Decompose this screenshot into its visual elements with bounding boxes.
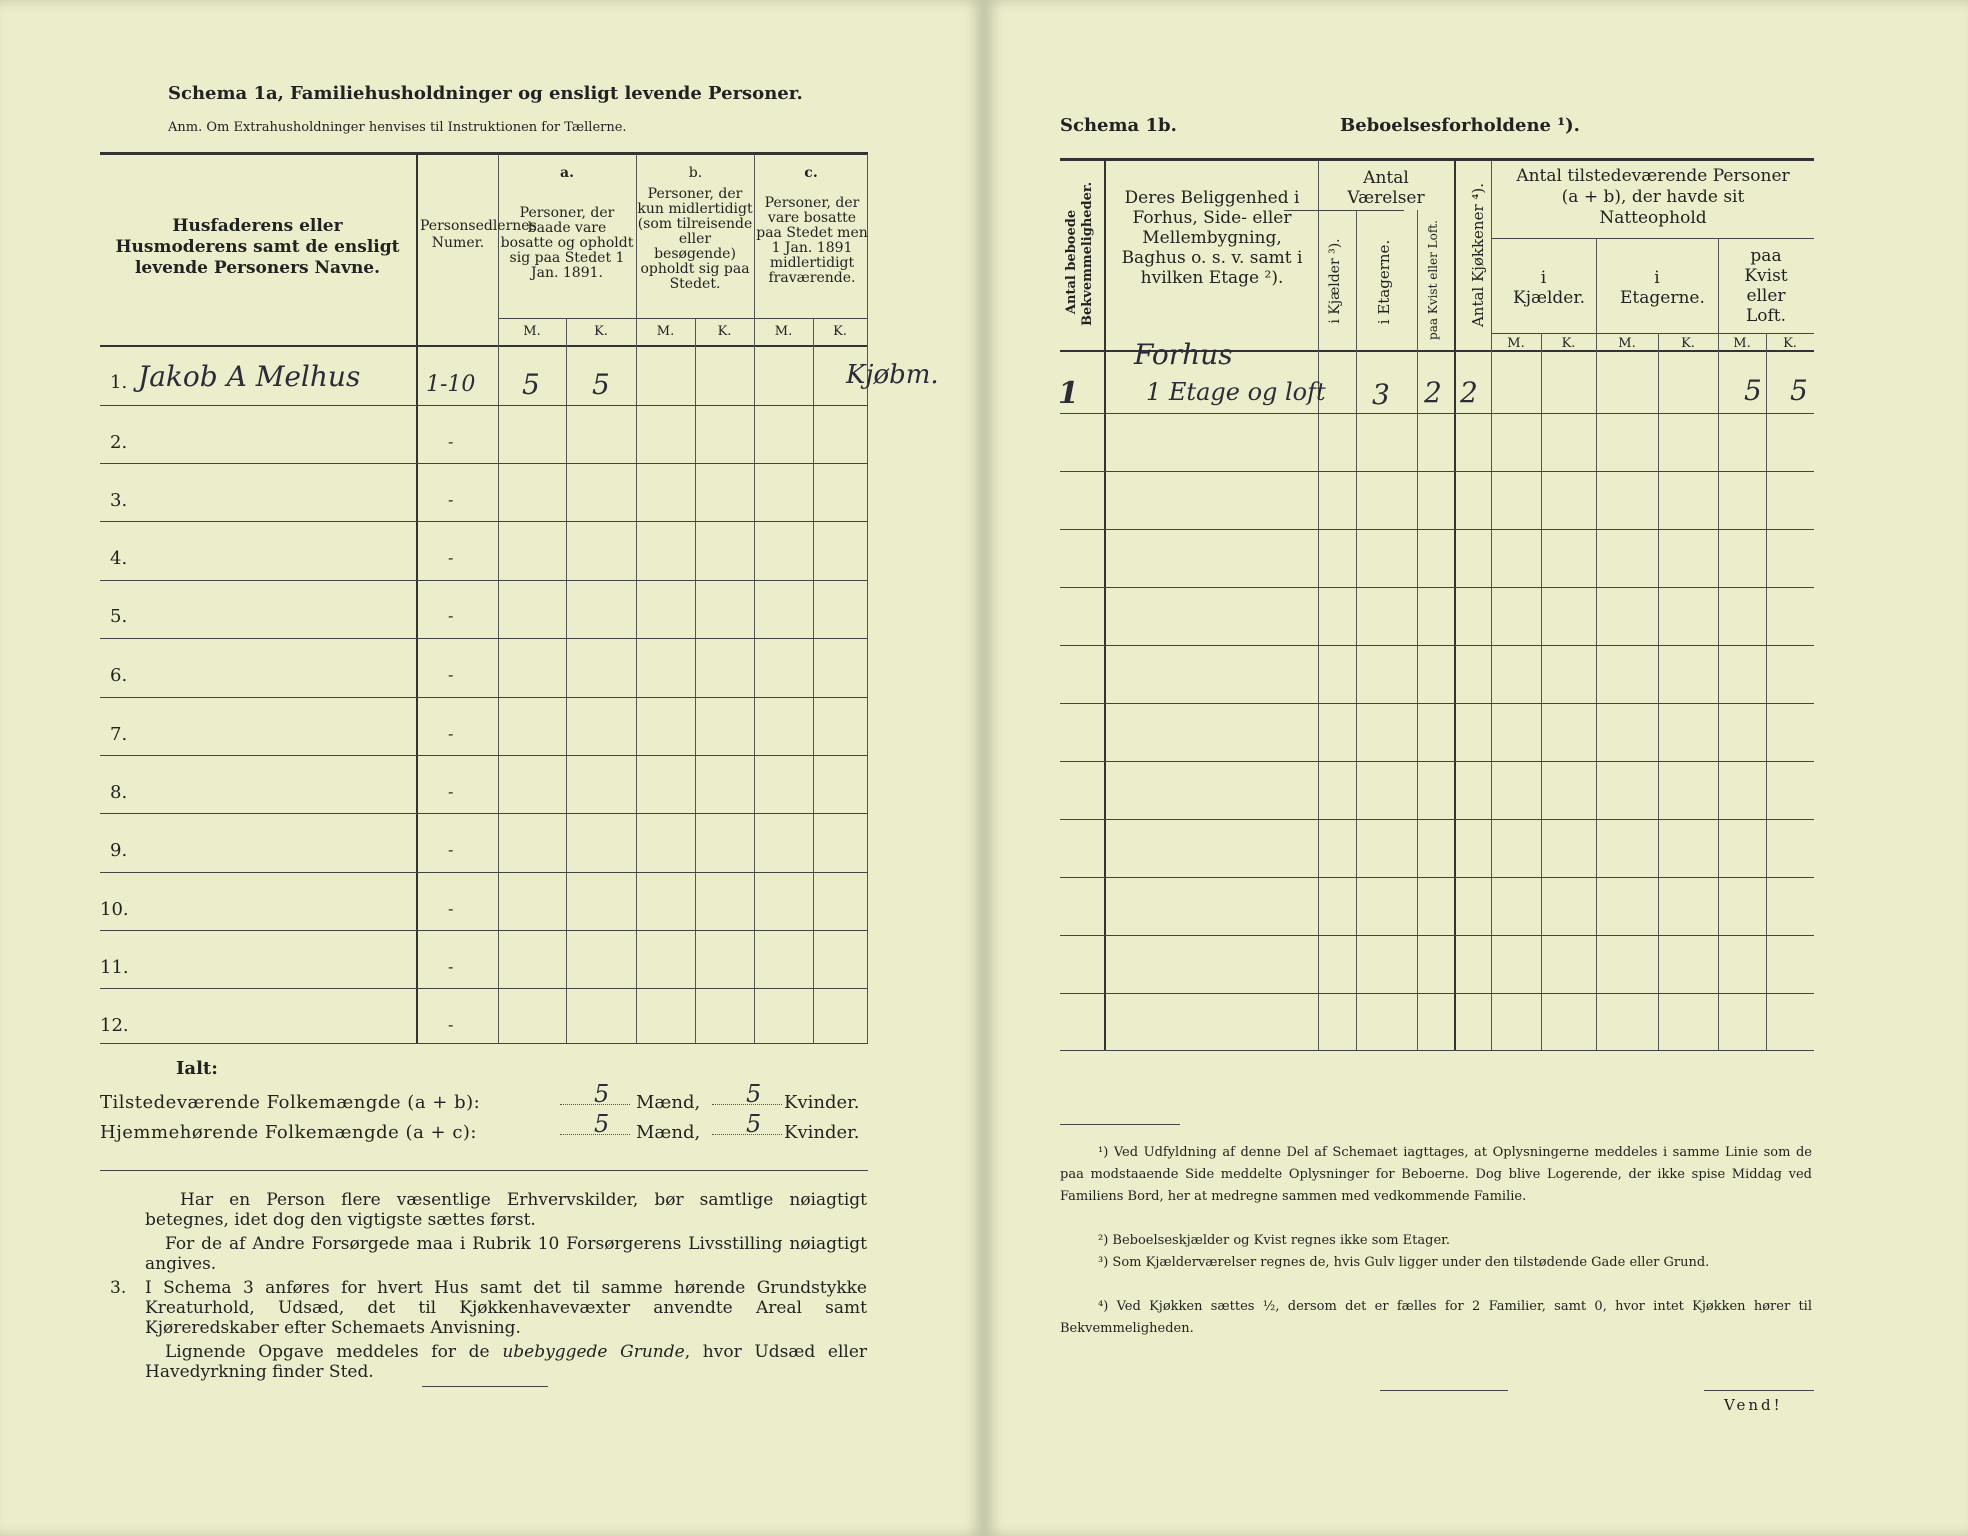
row1-a-k: 5 — [592, 368, 610, 401]
col-b-letter: b. — [688, 165, 703, 181]
col-tilst-header: Antal tilstedeværende Personer (a + b), der havde sit Natteophold — [1516, 166, 1790, 228]
col-names-header: Husfaderens eller Husmoderens samt de ensligt levende Personers Navne. — [115, 216, 400, 278]
row-number: 10. — [100, 899, 129, 920]
natteophold-sub-rule — [1491, 238, 1814, 239]
rrow1-kvist-k: 5 — [1790, 374, 1808, 407]
row-rule — [100, 405, 868, 406]
note-grunde-b: , hvor Udsæd eller Havedyrkning finder Sted. — [145, 1342, 868, 1382]
footnote-2: ²) Beboelseskjælder og Kvist regnes ikke som Etager. — [1098, 1233, 1451, 1248]
hjemme-k: 5 — [746, 1110, 762, 1138]
schema-1a-title: Familiehusholdninger og ensligt levende Personer. — [290, 83, 803, 104]
hjemme-kvinder: Kvinder. — [784, 1122, 860, 1143]
rrow-rule — [1060, 529, 1814, 530]
row-rule — [100, 1043, 868, 1044]
col-num-header: Personsedlernes Numer. — [420, 218, 537, 251]
vend-label: Vend! — [1724, 1396, 1783, 1414]
rcol-divider — [1417, 210, 1418, 1050]
rrow-rule — [1060, 645, 1814, 646]
note-grunde-a: Lignende Opgave meddeles for de — [165, 1342, 490, 1362]
col-a-m: M. — [523, 324, 541, 339]
col-antal-bekv-header: Antal beboede Bekvemmeligheder. — [1064, 181, 1095, 326]
row-number: 3. — [110, 490, 128, 511]
schema-1b-title: Beboelsesforholdene ¹). — [1340, 115, 1580, 136]
rcol-m: M. — [1733, 336, 1751, 351]
col-vaer-header: Antal Værelser — [1347, 168, 1425, 208]
rcol-k: K. — [1783, 336, 1797, 351]
schema-1b-label: Schema 1b. — [1060, 115, 1177, 136]
col-a-header: Personer, der baade vare bosatte og opholdt sig paa Stedet 1 Jan. 1891. — [500, 205, 634, 281]
table-top-rule — [100, 152, 868, 155]
rrow-rule — [1060, 1050, 1814, 1051]
col-b-m: M. — [656, 324, 675, 339]
footnote-1: ¹) Ved Udfyldning af denne Del af Schemaet iagttages, at Oplysningerne meddeles i samme Linie som de paa modstaaende Side meddelte Oplysninger for Beboerne. Dog blive Logerende, der ikke spise Middag ved Familiens Bord, her at medregne sammen med vedkommende Familie. — [1060, 1145, 1812, 1204]
num-dash: - — [448, 840, 454, 859]
col-c-m: M. — [774, 324, 793, 339]
schema-1a-label: Schema 1a, — [168, 83, 284, 104]
tilst-m: 5 — [594, 1080, 610, 1108]
col-kjaelder-header: i Kjælder ³). — [1327, 238, 1343, 324]
row-number: 2. — [110, 432, 128, 453]
row-number: 9. — [110, 840, 128, 861]
tilst-kvinder: Kvinder. — [784, 1092, 860, 1113]
rcol-m: M. — [1507, 336, 1525, 351]
num-dash: - — [448, 490, 454, 509]
header-bottom-rule — [100, 345, 868, 347]
row-number: 6. — [110, 665, 128, 686]
col-c-header: Personer, der vare bosatte paa Stedet men 1 Jan. 1891 midlertidigt fraværende. — [756, 195, 868, 286]
num-dash: - — [448, 957, 454, 976]
rcol-divider — [1766, 333, 1767, 1050]
rrow-rule — [1060, 703, 1814, 704]
note-forsorgede: For de af Andre Forsørgede maa i Rubrik 10 Forsørgerens Livsstilling nøiagtigt angives. — [145, 1234, 867, 1274]
num-dash: - — [448, 1015, 454, 1034]
num-dash: - — [448, 432, 454, 451]
row1-name: Jakob A Melhus — [138, 360, 361, 393]
rrow1-belig-2: 1 Etage og loft — [1146, 378, 1326, 406]
vend-rule — [1704, 1390, 1814, 1391]
col-a-k: K. — [594, 324, 608, 339]
sub-kvist-header: paa Kvist eller Loft. — [1744, 246, 1788, 326]
rcol-k: K. — [1561, 336, 1576, 351]
num-dash: - — [448, 665, 454, 684]
col-divider-names — [416, 154, 418, 1044]
num-dash: - — [448, 606, 454, 625]
note-schema3: I Schema 3 anføres for hvert Hus samt det til samme hørende Grundstykke Kreaturhold, Udsæd, det til Kjøkkenhavevæxter anvendte Areal samt Kjøreredskaber efter Schemaets Anvisning. — [145, 1278, 867, 1338]
row-rule — [100, 697, 868, 698]
row1-num: 1-10 — [426, 372, 476, 397]
rcol-divider — [1541, 333, 1542, 1050]
rrow-rule — [1060, 471, 1814, 472]
rcol-divider — [1104, 160, 1106, 1050]
row-rule — [100, 988, 868, 989]
row1-a-m: 5 — [522, 368, 540, 401]
col-divider-c-mk — [813, 318, 814, 1044]
rrow-rule — [1060, 993, 1814, 994]
footnote-3: ³) Som Kjælderværelser regnes de, hvis Gulv ligger under den tilstødende Gade eller Grund. — [1098, 1255, 1710, 1270]
rcol-divider — [1718, 238, 1719, 1050]
rcol-divider — [1356, 210, 1357, 1050]
row-number: 12. — [100, 1015, 129, 1036]
num-dash: - — [448, 724, 454, 743]
row-rule — [100, 813, 868, 814]
notes-top-rule — [100, 1170, 868, 1171]
anm-note: Anm. Om Extrahusholdninger henvises til Instruktionen for Tællerne. — [168, 120, 627, 135]
col-divider-b — [754, 154, 755, 1044]
rrow-rule — [1060, 761, 1814, 762]
row-rule — [100, 521, 868, 522]
hjemme-maend: Mænd, — [636, 1122, 701, 1143]
bottom-rule — [1380, 1390, 1508, 1391]
col-kjokken-header: Antal Kjøkkener ⁴). — [1469, 182, 1487, 328]
ialt-label: Ialt: — [176, 1058, 218, 1079]
row-number: 11. — [100, 957, 129, 978]
col-kvist-header: paa Kvist eller Loft. — [1426, 220, 1440, 340]
col-divider-right — [867, 154, 868, 1044]
row-rule — [100, 463, 868, 464]
num-dash: - — [448, 899, 454, 918]
rcol-divider — [1318, 160, 1319, 1050]
rrow-rule — [1060, 935, 1814, 936]
rrow-rule — [1060, 819, 1814, 820]
rrow1-etagerne: 3 — [1372, 378, 1390, 411]
page-end-rule — [422, 1386, 548, 1387]
footnote-rule — [1060, 1124, 1180, 1125]
row-rule — [100, 755, 868, 756]
col-divider-b-mk — [695, 318, 696, 1044]
row1-note: Kjøbm. — [846, 360, 939, 390]
rrow1-antal: 1 — [1058, 376, 1079, 411]
rcol-divider — [1596, 238, 1597, 1050]
row-rule — [100, 930, 868, 931]
rrow1-kjokken: 2 — [1460, 376, 1478, 409]
rcol-m: M. — [1618, 336, 1636, 351]
row-number: 5. — [110, 606, 128, 627]
col-c-letter: c. — [804, 165, 818, 181]
rcol-divider — [1658, 333, 1659, 1050]
note-erhverv: Har en Person flere væsentlige Erhvervskilder, bør samtlige nøiagtigt betegnes, idet dog den vigtigste sættes først. — [145, 1190, 867, 1230]
tilst-label: Tilstedeværende Folkemængde (a + b): — [100, 1092, 481, 1113]
note-grunde-italic: ubebyggede Grunde — [502, 1342, 685, 1362]
sub-etagerne-header: i Etagerne. — [1620, 268, 1705, 308]
hjemme-label: Hjemmehørende Folkemængde (a + c): — [100, 1122, 477, 1143]
col-a-letter: a. — [560, 165, 574, 181]
col-b-k: K. — [717, 324, 732, 339]
row-rule — [100, 638, 868, 639]
rrow-rule — [1060, 413, 1814, 414]
num-dash: - — [448, 548, 454, 567]
tilst-maend: Mænd, — [636, 1092, 701, 1113]
note3-number: 3. — [110, 1278, 127, 1298]
rrow1-kvist-m: 5 — [1744, 374, 1762, 407]
col-etagerne-header: i Etagerne. — [1375, 239, 1393, 325]
col-divider-a-mk — [566, 318, 567, 1044]
row-number: 1. — [110, 372, 128, 393]
row-rule — [100, 872, 868, 873]
num-dash: - — [448, 782, 454, 801]
rcol-k: K. — [1681, 336, 1695, 351]
col-b-header: Personer, der kun midlertidigt (som tilreisende eller besøgende) opholdt sig paa Stedet. — [637, 186, 753, 292]
rtable-top-rule — [1060, 158, 1814, 161]
note-grunde — [145, 1342, 867, 1382]
footnote-4: ⁴) Ved Kjøkken sættes ½, dersom det er fælles for 2 Familier, samt 0, hvor intet Kjøkken hører til Bekvemmeligheden. — [1060, 1299, 1812, 1336]
row-number: 7. — [110, 724, 128, 745]
right-page — [984, 0, 1968, 1536]
row-number: 4. — [110, 548, 128, 569]
col-belig-header: Deres Beliggenhed i Forhus, Side- eller Mellembygning, Baghus o. s. v. samt i hvilken Etage ²). — [1121, 188, 1303, 288]
tilst-k: 5 — [746, 1080, 762, 1108]
rrow1-kvist: 2 — [1424, 376, 1442, 409]
hjemme-m: 5 — [594, 1110, 610, 1138]
rrow-rule — [1060, 587, 1814, 588]
row-rule — [100, 580, 868, 581]
row-number: 8. — [110, 782, 128, 803]
rrow1-belig-1: Forhus — [1134, 338, 1233, 371]
rrow-rule — [1060, 877, 1814, 878]
sub-kjaelder-header: i Kjælder. — [1513, 268, 1585, 308]
col-divider-num — [498, 154, 499, 1044]
col-c-k: K. — [833, 324, 847, 339]
